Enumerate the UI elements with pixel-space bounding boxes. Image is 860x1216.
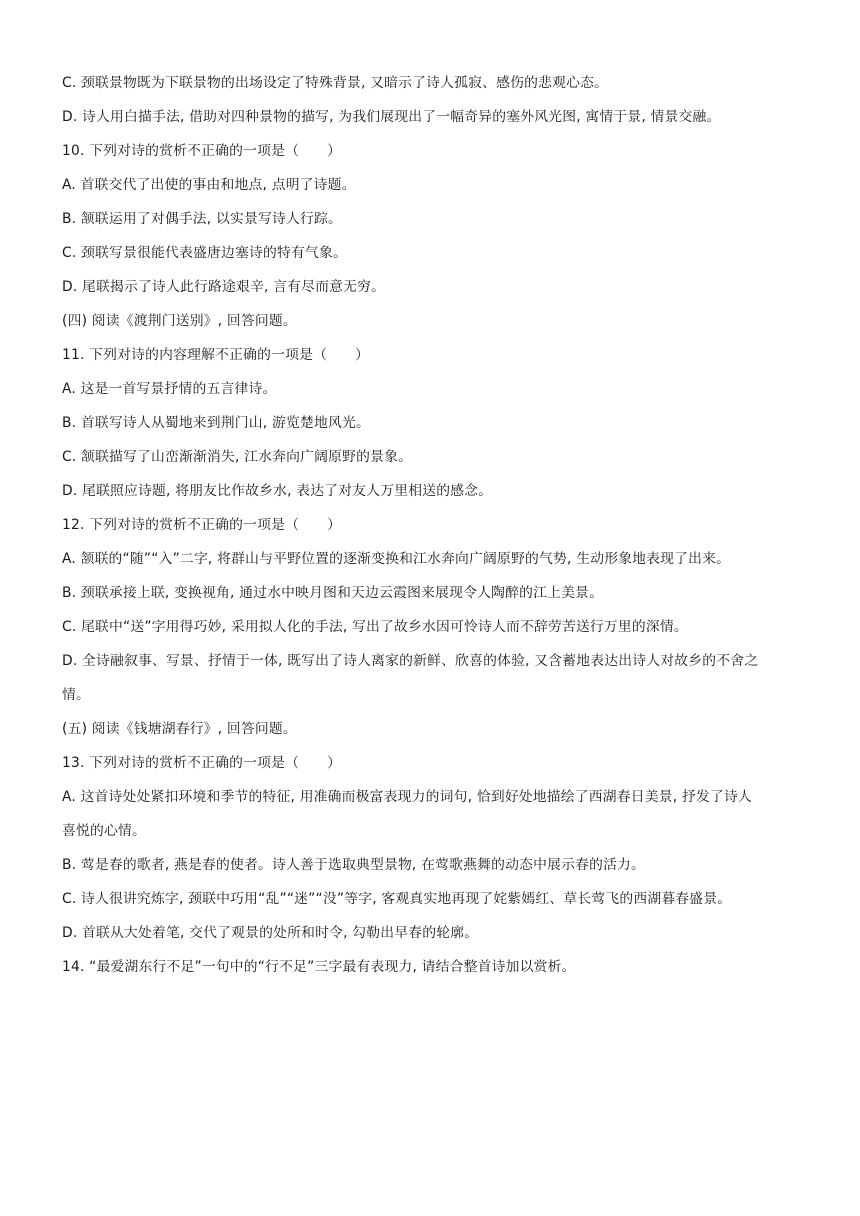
option-line: B. 颈联承接上联, 变换视角, 通过水中映月图和天边云霞图来展现令人陶醉的江上美景。: [62, 585, 604, 601]
option-line: C. 诗人很讲究炼字, 颈联中巧用“乱”“迷”“没”等字, 客观真实地再现了姹紫嫣红、草长莺飞的西湖暮春盛景。: [62, 891, 732, 907]
option-line: D. 全诗融叙事、写景、抒情于一体, 既写出了诗人离家的新鲜、欣喜的体验, 又含蓄地表达出诗人对故乡的不舍之: [62, 653, 759, 669]
option-line: B. 莺是春的歌者, 燕是春的使者。诗人善于选取典型景物, 在莺歌燕舞的动态中展示春的活力。: [62, 857, 646, 873]
option-line: A. 首联交代了出使的事由和地点, 点明了诗题。: [62, 177, 356, 193]
option-line: A. 这首诗处处紧扣环境和季节的特征, 用准确而极富表现力的词句, 恰到好处地描绘了西湖春日美景, 抒发了诗人: [62, 789, 752, 805]
option-line: D. 尾联揭示了诗人此行路途艰辛, 言有尽而意无穷。: [62, 279, 386, 295]
option-line-continuation: 情。: [62, 687, 90, 703]
question-12: 12. 下列对诗的赏析不正确的一项是（ ）: [62, 517, 342, 533]
question-11: 11. 下列对诗的内容理解不正确的一项是（ ）: [62, 347, 370, 363]
text-line: D. 诗人用白描手法, 借助对四种景物的描写, 为我们展现出了一幅奇异的塞外风光图, 寓情于景, 情景交融。: [62, 109, 721, 125]
option-line: C. 颔联描写了山峦渐渐消失, 江水奔向广阔原野的景象。: [62, 449, 413, 465]
option-line: D. 尾联照应诗题, 将朋友比作故乡水, 表达了对友人万里相送的感念。: [62, 483, 493, 499]
option-line-continuation: 喜悦的心情。: [62, 823, 146, 839]
option-line: B. 首联写诗人从蜀地来到荆门山, 游览楚地风光。: [62, 415, 370, 431]
option-line: A. 这是一首写景抒情的五言律诗。: [62, 381, 277, 397]
text-line: C. 颈联景物既为下联景物的出场设定了特殊背景, 又暗示了诗人孤寂、感伤的悲观心态。: [62, 75, 609, 91]
section-heading: (四) 阅读《渡荆门送别》, 回答问题。: [62, 313, 297, 329]
question-14: 14. “最爱湖东行不足”一句中的“行不足”三字最有表现力, 请结合整首诗加以赏析。: [62, 959, 576, 975]
option-line: C. 颈联写景很能代表盛唐边塞诗的特有气象。: [62, 245, 347, 261]
question-13: 13. 下列对诗的赏析不正确的一项是（ ）: [62, 755, 342, 771]
option-line: A. 颔联的“随”“入”二字, 将群山与平野位置的逐渐变换和江水奔向广阔原野的气势, 生动形象地表现了出来。: [62, 551, 731, 567]
question-10: 10. 下列对诗的赏析不正确的一项是（ ）: [62, 143, 342, 159]
option-line: D. 首联从大处着笔, 交代了观景的处所和时令, 勾勒出早春的轮廓。: [62, 925, 479, 941]
option-line: B. 颔联运用了对偶手法, 以实景写诗人行踪。: [62, 211, 342, 227]
document-page: [62, 66, 822, 984]
section-heading: (五) 阅读《钱塘湖春行》, 回答问题。: [62, 721, 297, 737]
option-line: C. 尾联中“送”字用得巧妙, 采用拟人化的手法, 写出了故乡水因可怜诗人而不辞劳苦送行万里的深情。: [62, 619, 688, 635]
